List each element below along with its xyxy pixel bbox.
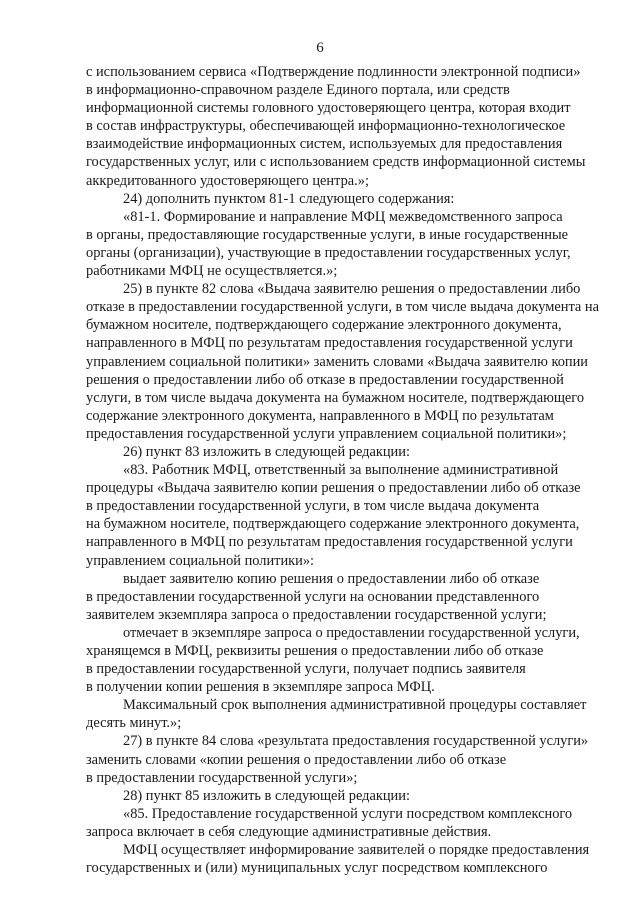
text-line: десять минут.»;	[86, 715, 182, 732]
text-line: процедуры «Выдача заявителю копии решения о предоставлении либо об отказе	[86, 480, 581, 497]
text-line: государственных услуг, или с использованием средств информационной системы	[86, 154, 586, 171]
text-line: управлением социальной политики»:	[86, 552, 315, 569]
text-line: «83. Работник МФЦ, ответственный за выполнение административной	[123, 462, 559, 479]
text-line: выдает заявителю копию решения о предоставлении либо об отказе	[123, 570, 540, 587]
text-line: в органы, предоставляющие государственные услуги, в иные государственные	[86, 226, 569, 243]
text-line: отказе в предоставлении государственной услуги, в том числе выдача документа на	[86, 299, 599, 316]
text-line: 27) в пункте 84 слова «результата предоставления государственной услуги»	[123, 733, 589, 750]
text-line: информационной системы головного удостоверяющего центра, которая входит	[86, 100, 571, 117]
text-line: Максимальный срок выполнения административной процедуры составляет	[123, 697, 587, 714]
text-line: в предоставлении государственной услуги, получает подпись заявителя	[86, 661, 526, 678]
text-line: 26) пункт 83 изложить в следующей редакции:	[123, 443, 410, 460]
text-line: государственных и (или) муниципальных услуг посредством комплексного	[86, 860, 548, 877]
text-line: хранящемся в МФЦ, реквизиты решения о предоставлении либо об отказе	[86, 643, 544, 659]
text-line: услуги, в том числе выдача документа на бумажном носителе, подтверждающего	[86, 389, 585, 406]
text-line: в предоставлении государственной услуги»;	[86, 769, 358, 786]
text-line: отмечает в экземпляре запроса о предоставлении государственной услуги,	[123, 624, 580, 641]
text-line: МФЦ осуществляет информирование заявителей о порядке предоставления	[123, 842, 590, 859]
page-number: 6	[316, 40, 324, 56]
text-line: бумажном носителе, подтверждающего содержание электронного документа,	[86, 317, 562, 334]
text-line: в получении копии решения в экземпляре запроса МФЦ.	[86, 679, 435, 696]
text-line: 25) в пункте 82 слова «Выдача заявителю решения о предоставлении либо	[123, 281, 581, 298]
text-line: 28) пункт 85 изложить в следующей редакции:	[123, 787, 410, 804]
text-line: решения о предоставлении либо об отказе в предоставлении государственной	[86, 371, 564, 388]
text-line: на бумажном носителе, подтверждающего содержание электронного документа,	[86, 516, 580, 533]
text-line: в предоставлении государственной услуги на основании представленного	[86, 588, 540, 605]
text-line: органы (организации), участвующие в предоставлении государственных услуг,	[86, 244, 571, 261]
text-line: в предоставлении государственной услуги, в том числе выдача документа	[86, 498, 540, 515]
text-line: взаимодействие информационных систем, используемых для предоставления	[86, 136, 563, 153]
text-line: управлением социальной политики» заменить словами «Выдача заявителю копии	[86, 353, 588, 370]
text-line: заменить словами «копии решения о предоставлении либо об отказе	[86, 751, 507, 768]
text-line: работниками МФЦ не осуществляется.»;	[86, 263, 338, 280]
text-line: направленного в МФЦ по результатам предоставления государственной услуги	[86, 335, 573, 352]
text-line: «85. Предоставление государственной услуги посредством комплексного	[123, 805, 573, 822]
text-line: содержание электронного документа, направленного в МФЦ по результатам	[86, 407, 554, 424]
text-line: «81-1. Формирование и направление МФЦ межведомственного запроса	[123, 208, 563, 225]
text-line: аккредитованного удостоверяющего центра.»;	[86, 172, 369, 189]
text-line: в состав инфраструктуры, обеспечивающей информационно-технологическое	[86, 118, 566, 135]
text-line: заявителем экземпляра запроса о предоставлении государственной услуги;	[86, 606, 547, 623]
text-line: направленного в МФЦ по результатам предоставления государственной услуги	[86, 534, 573, 551]
document-body	[86, 63, 618, 877]
text-line: предоставления государственной услуги управлением социальной политики»;	[86, 425, 567, 442]
text-line: 24) дополнить пунктом 81-1 следующего содержания:	[123, 190, 455, 207]
text-line: в информационно-справочном разделе Единого портала, или средств	[86, 82, 510, 99]
text-line: с использованием сервиса «Подтверждение подлинности электронной подписи»	[86, 64, 581, 80]
text-line: запроса включает в себя следующие административные действия.	[86, 823, 492, 840]
